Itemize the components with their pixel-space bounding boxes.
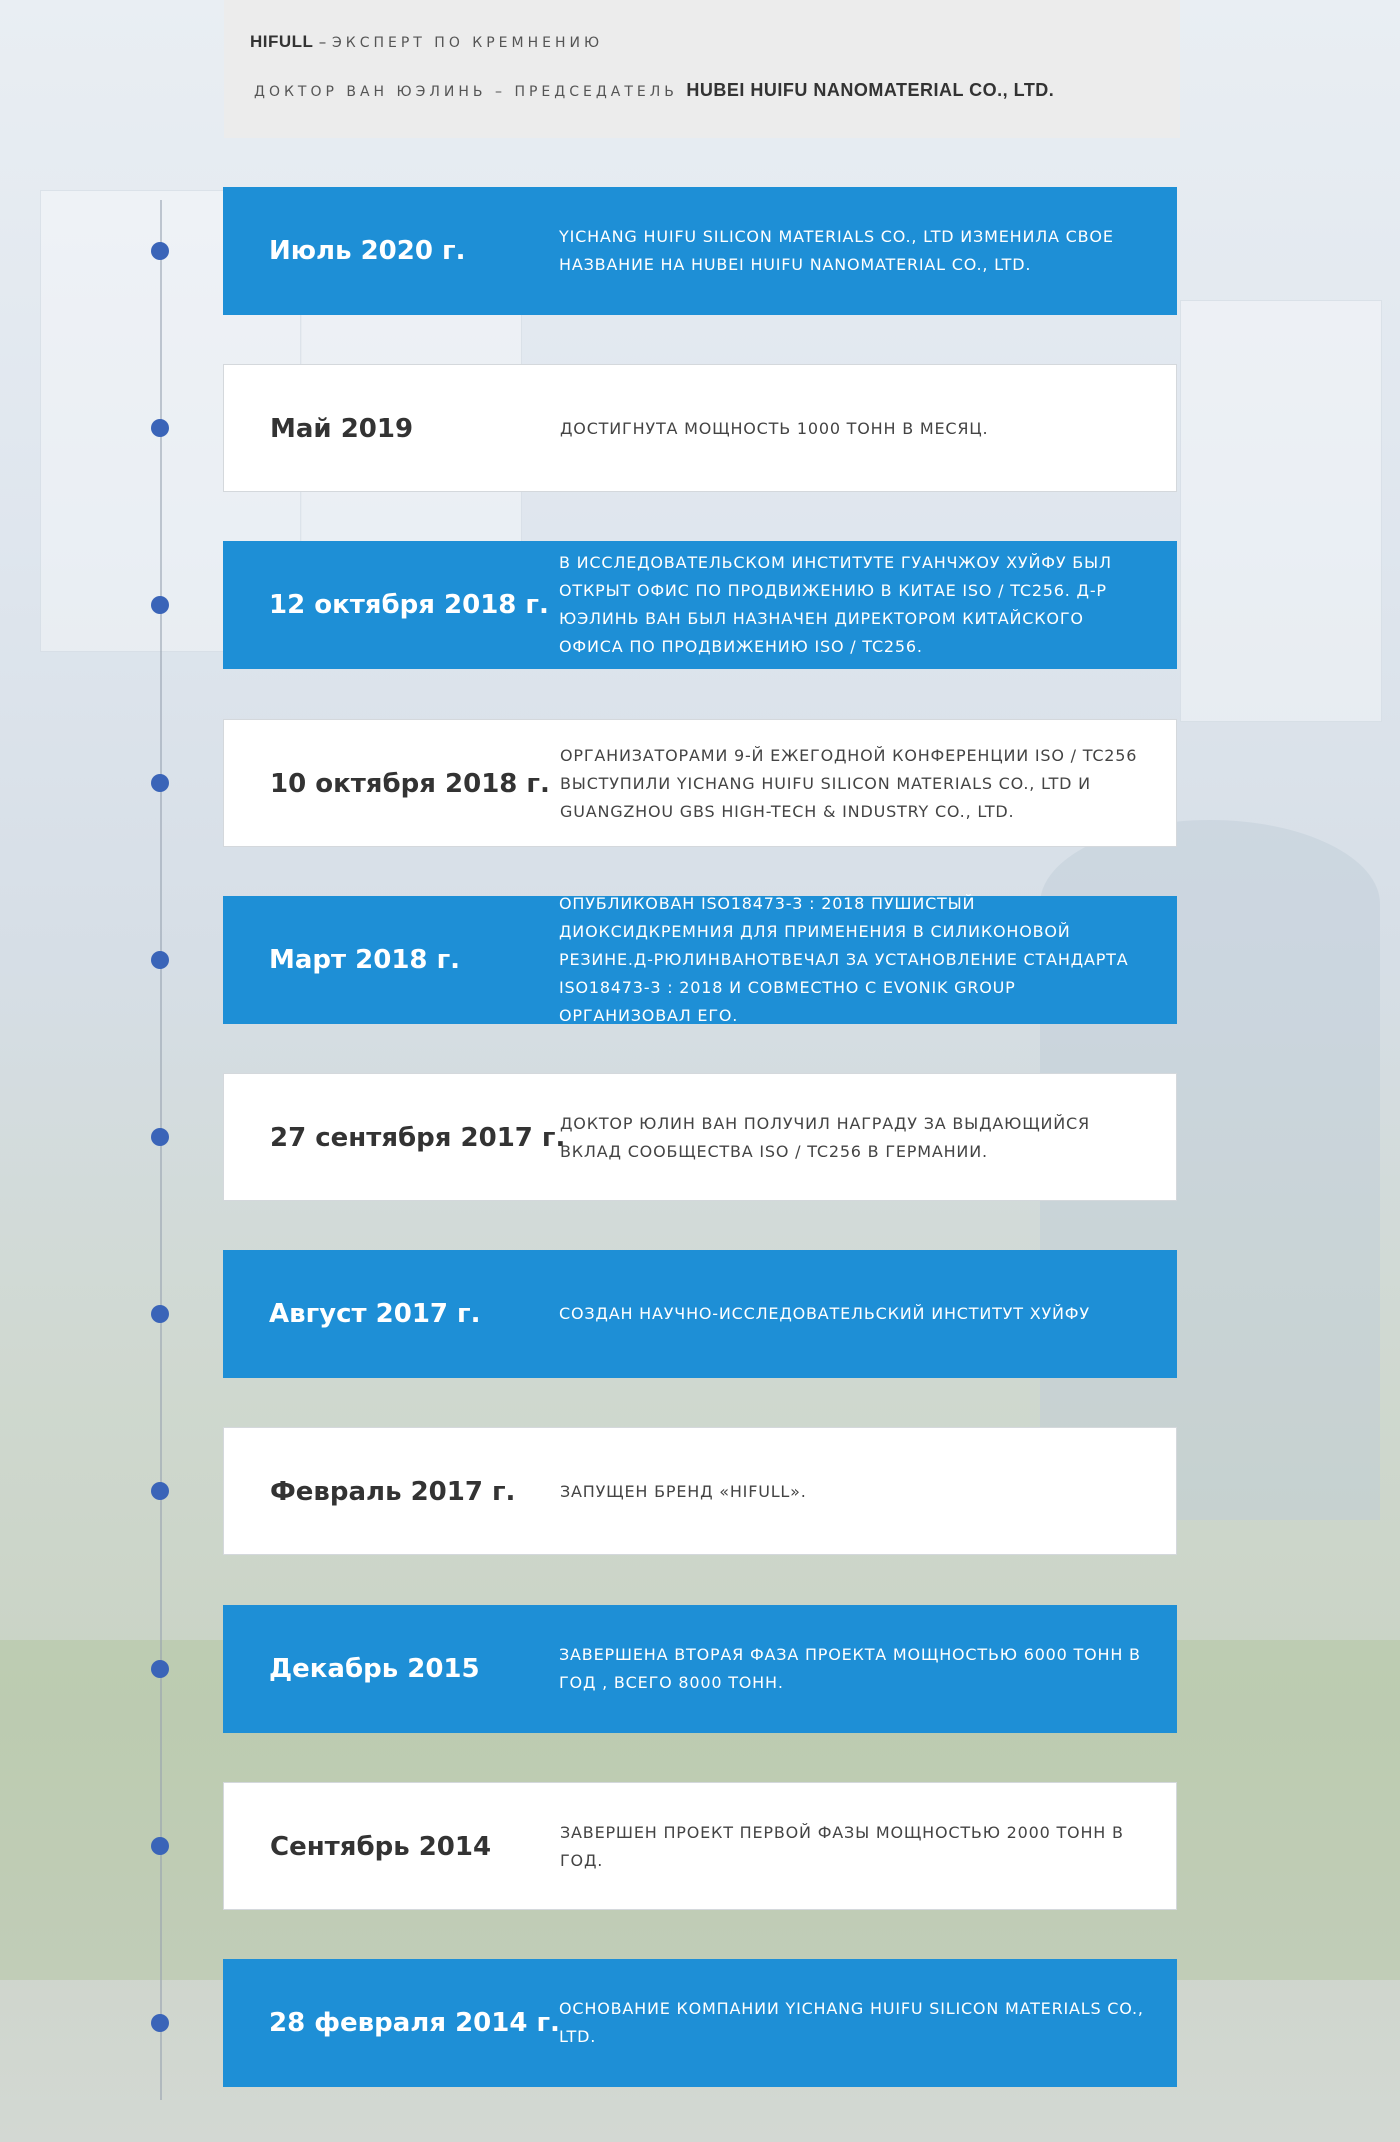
tagline-text: ЭКСПЕРТ ПО КРЕМНЕНИЮ [331,35,604,51]
timeline-card [223,364,1177,492]
timeline-card [223,1782,1177,1910]
event-date: Июль 2020 г. [269,236,466,266]
event-date: Август 2017 г. [269,1299,481,1329]
timeline-dot [151,1305,169,1323]
event-description: ЗАВЕРШЕНА ВТОРАЯ ФАЗА ПРОЕКТА МОЩНОСТЬЮ 6000 ТОНН В ГОД , ВСЕГО 8000 ТОНН. [559,1645,1141,1692]
timeline-dot [151,419,169,437]
event-description: В ИССЛЕДОВАТЕЛЬСКОМ ИНСТИТУТЕ ГУАНЧЖОУ ХУЙФУ БЫЛ ОТКРЫТ ОФИС ПО ПРОДВИЖЕНИЮ В КИТАЕ ISO / TC256. Д-Р ЮЭЛИНЬ ВАН БЫЛ НАЗНАЧЕН ДИРЕКТОРОМ КИТАЙСКОГО ОФИСА ПО ПРОДВИЖЕНИЮ ISO / TC256. [559,553,1112,656]
company-name: HUBEI HUIFU NANOMATERIAL CO., LTD. [686,80,1055,100]
event-description: ОСНОВАНИЕ КОМПАНИИ YICHANG HUIFU SILICON MATERIALS CO., LTD. [559,1999,1144,2046]
event-date: 10 октября 2018 г. [270,769,550,799]
event-description: ОРГАНИЗАТОРАМИ 9-Й ЕЖЕГОДНОЙ КОНФЕРЕНЦИИ ISO / TC256 ВЫСТУПИЛИ YICHANG HUIFU SILICON MATERIALS CO., LTD И GUANGZHOU GBS HIGH-TECH & INDUSTRY CO., LTD. [560,746,1138,821]
timeline-card [223,187,1177,315]
event-description: ОПУБЛИКОВАН ISO18473-3 : 2018 ПУШИСТЫЙ ДИОКСИДКРЕМНИЯ ДЛЯ ПРИМЕНЕНИЯ В СИЛИКОНОВОЙ РЕЗИНЕ.Д-РЮЛИНВАНОТВЕЧАЛ ЗА УСТАНОВЛЕНИЕ СТАНДАРТА ISO18473-3 : 2018 И СОВМЕСТНО С EVONIK GROUP ОРГАНИЗОВАЛ ЕГО. [559,894,1129,1025]
timeline-card [223,1427,1177,1555]
person-name: ДОКТОР ВАН ЮЭЛИНЬ [254,84,487,100]
timeline-card [223,1959,1177,2087]
event-date: 12 октября 2018 г. [269,590,549,620]
header-chairman: ДОКТОР ВАН ЮЭЛИНЬ – ПРЕДСЕДАТЕЛЬ HUBEI HUIFU NANOMATERIAL CO., LTD. [254,80,1055,100]
timeline-dot [151,2014,169,2032]
role-text: ПРЕДСЕДАТЕЛЬ [514,84,678,100]
event-date: Сентябрь 2014 [270,1832,492,1862]
timeline-dot [151,1660,169,1678]
timeline-dot [151,1837,169,1855]
timeline-card [223,541,1177,669]
timeline-card [223,896,1177,1024]
event-date: 28 февраля 2014 г. [269,2008,560,2038]
event-description: ДОКТОР ЮЛИН ВАН ПОЛУЧИЛ НАГРАДУ ЗА ВЫДАЮЩИЙСЯ ВКЛАД СООБЩЕСТВА ISO / TC256 В ГЕРМАНИИ. [560,1114,1090,1161]
timeline-card [223,719,1177,847]
timeline-card [223,1605,1177,1733]
event-date: Февраль 2017 г. [270,1477,516,1507]
header-tagline: HIFULL – ЭКСПЕРТ ПО КРЕМНЕНИЮ [250,32,604,51]
timeline-dot [151,1482,169,1500]
event-description: ЗАПУЩЕН БРЕНД «HIFULL». [560,1482,807,1501]
timeline-dot [151,242,169,260]
event-date: Май 2019 [270,414,414,444]
page-header [224,0,1180,138]
timeline-card [223,1073,1177,1201]
timeline-dot [151,774,169,792]
timeline-line [160,200,162,2100]
timeline-dot [151,951,169,969]
event-description: YICHANG HUIFU SILICON MATERIALS CO., LTD ИЗМЕНИЛА СВОЕ НАЗВАНИЕ НА HUBEI HUIFU NANOMATERIAL CO., LTD. [559,227,1114,274]
brand-name: HIFULL [250,32,314,51]
background-building [1180,300,1382,722]
timeline-card [223,1250,1177,1378]
event-description: СОЗДАН НАУЧНО-ИССЛЕДОВАТЕЛЬСКИЙ ИНСТИТУТ ХУЙФУ [559,1304,1090,1323]
timeline-dot [151,596,169,614]
event-description: ЗАВЕРШЕН ПРОЕКТ ПЕРВОЙ ФАЗЫ МОЩНОСТЬЮ 2000 ТОНН В ГОД. [560,1823,1124,1870]
timeline-dot [151,1128,169,1146]
event-date: 27 сентября 2017 г. [270,1123,566,1153]
event-date: Декабрь 2015 [269,1654,480,1684]
event-date: Март 2018 г. [269,945,461,975]
event-description: ДОСТИГНУТА МОЩНОСТЬ 1000 ТОНН В МЕСЯЦ. [560,419,989,438]
